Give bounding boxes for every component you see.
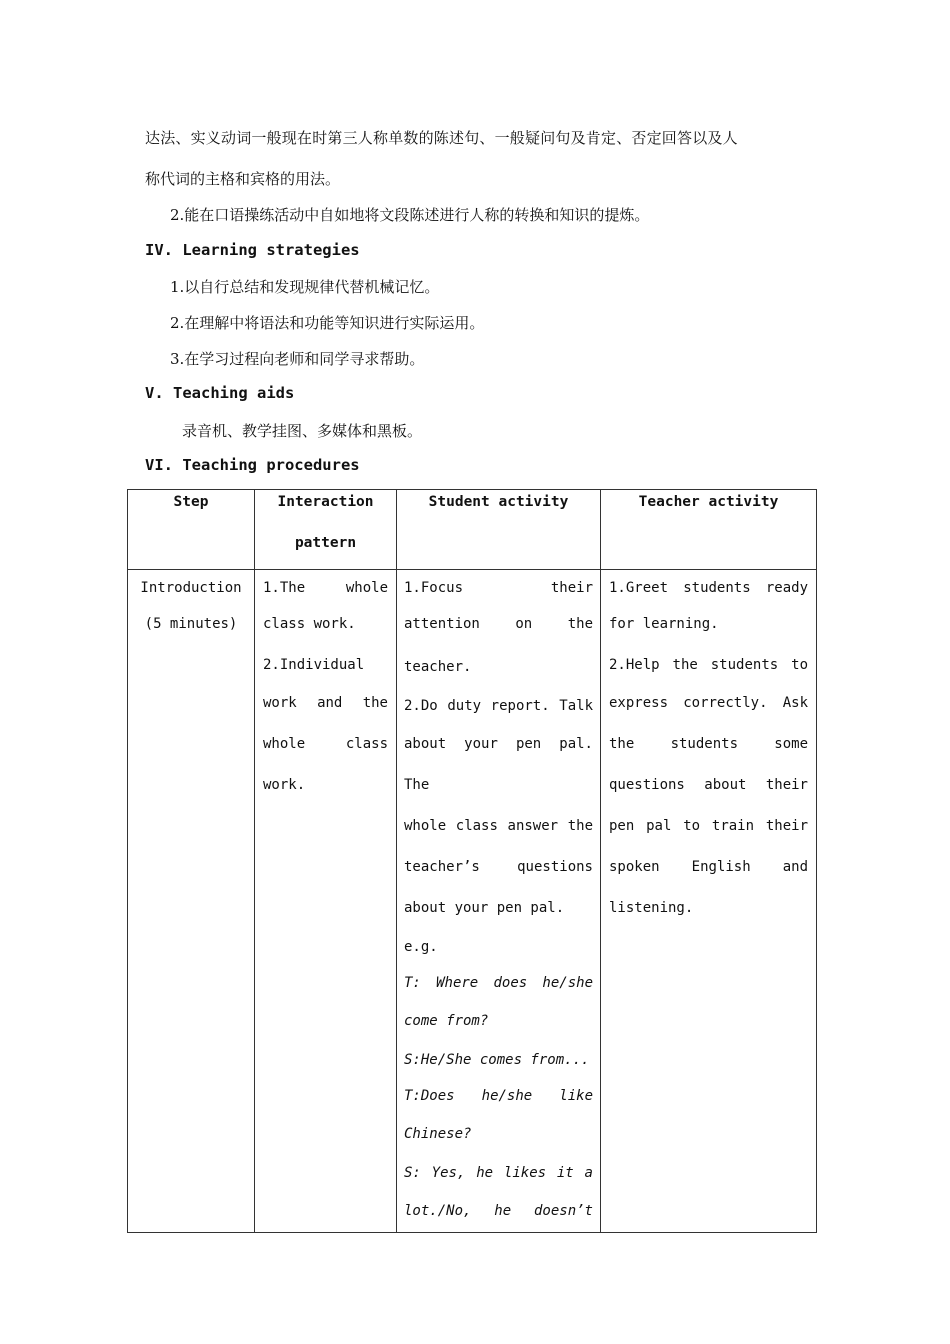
cell-interaction-pattern: 1.The whole class work. 2.Individual work and the whole class work. [255, 570, 397, 1233]
cell-step: Introduction (5 minutes) [128, 570, 255, 1233]
teaching-procedures-table [127, 489, 817, 1233]
paragraph-line: 称代词的主格和宾格的用法。 [145, 170, 341, 188]
section-heading-teaching-aids: V. Teaching aids [145, 384, 295, 402]
list-item: 3.在学习过程向老师和同学寻求帮助。 [170, 350, 425, 368]
paragraph-line: 2.能在口语操练活动中自如地将文段陈述进行人称的转换和知识的提炼。 [170, 206, 650, 224]
cell-student-activity: 1.Focus their attention on the teacher. 2.Do duty report. Talk about your pen pal. The whole class answer the teacher’s questions about your pen pal. e.g. T: Where does he/she come from? S:He/She comes from... T:Does he/she like Chinese? S: Yes, he likes it a lot./No, he doesn’t [397, 570, 601, 1233]
cell-teacher-activity: 1.Greet students ready for learning. 2.Help the students to express correctly. Ask the students some questions about their pen pal to train their spoken English and listening. [601, 570, 817, 1233]
teaching-aids-text: 录音机、教学挂图、多媒体和黑板。 [182, 422, 423, 440]
section-heading-learning-strategies: IV. Learning strategies [145, 241, 360, 259]
section-heading-teaching-procedures: VI. Teaching procedures [145, 456, 360, 474]
header-student-activity: Student activity [397, 490, 601, 570]
header-teacher-activity: Teacher activity [601, 490, 817, 570]
paragraph-line: 达法、实义动词一般现在时第三人称单数的陈述句、一般疑问句及肯定、否定回答以及人 [145, 129, 738, 147]
list-item: 1.以自行总结和发现规律代替机械记忆。 [170, 278, 440, 296]
table-row [128, 570, 817, 1233]
header-interaction-pattern: Interaction pattern [255, 490, 397, 570]
table-header-row [128, 490, 817, 570]
list-item: 2.在理解中将语法和功能等知识进行实际运用。 [170, 314, 485, 332]
header-step: Step [128, 490, 255, 570]
